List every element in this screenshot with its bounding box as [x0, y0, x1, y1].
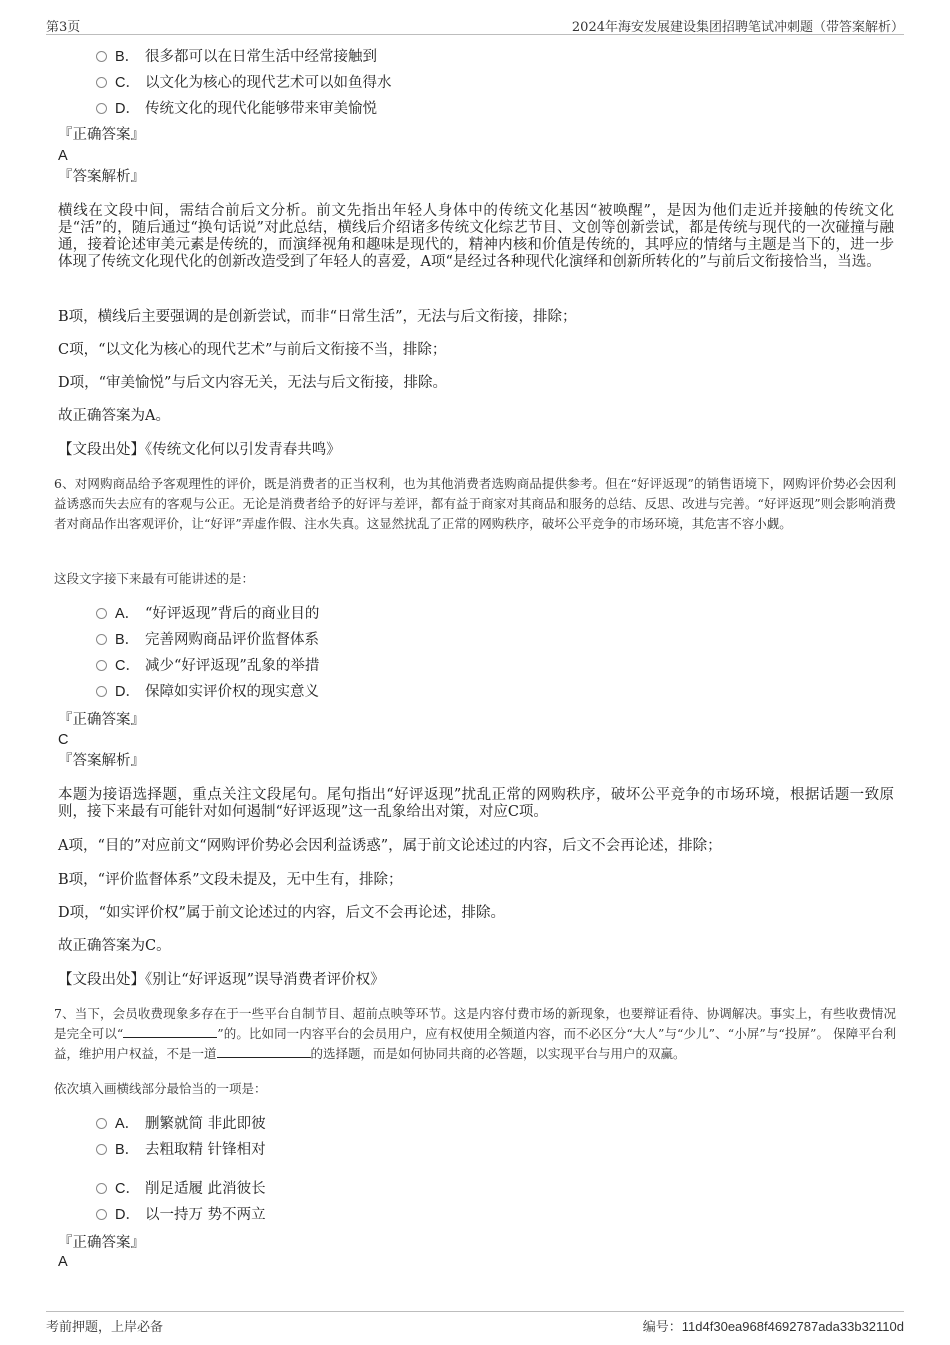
radio-icon[interactable] — [96, 103, 107, 114]
q5-answer: A — [58, 148, 68, 164]
q5-analysis-main: 横线在文段中间，需结合前后文分析。前文先指出年轻人身体中的传统文化基因“被唤醒”，是因为他们走近并接触的传统文化是“活”的，随后通过“换句话说”对此总结，横线后介绍诸多传统文化综艺节目、文创等创新尝试，都是传统与现代的一次碰撞与融通，接着论述审美元素是传统的，而演绎视角和趣味是现代的，精神内核和价值是传统的，其呼应的情绪与主题是当下的，进一步体现了传统文化现代化的创新改造受到了年轻人的喜爱，A项“是经过各种现代化演绎和创新所转化的”与前后文衔接恰当，当选。 — [58, 203, 894, 270]
q6-option-d[interactable]: D． 保障如实评价权的现实意义 — [96, 682, 319, 702]
q6-analysis-d: D项，“如实评价权”属于前文论述过的内容，后文不会再论述，排除。 — [58, 905, 505, 921]
q6-option-a[interactable]: A． “好评返现”背后的商业目的 — [96, 604, 319, 624]
radio-icon[interactable] — [96, 686, 107, 697]
radio-icon[interactable] — [96, 1118, 107, 1129]
q6-conclusion: 故正确答案为C。 — [58, 938, 171, 954]
q5-source: 【文段出处】《传统文化何以引发青春共鸣》 — [58, 442, 341, 458]
q7-option-a[interactable]: A． 删繁就简 非此即彼 — [96, 1114, 266, 1134]
q7-prompt: 依次填入画横线部分最恰当的一项是： — [54, 1081, 267, 1096]
radio-icon[interactable] — [96, 660, 107, 671]
radio-icon[interactable] — [96, 51, 107, 62]
q7-answer-label: 『正确答案』 — [58, 1235, 145, 1251]
q5-option-b[interactable]: B． 很多都可以在日常生活中经常接触到 — [96, 47, 377, 67]
q5-option-c[interactable]: C． 以文化为核心的现代艺术可以如鱼得水 — [96, 73, 392, 93]
q6-analysis-label: 『答案解析』 — [58, 753, 145, 769]
page-header — [46, 14, 904, 35]
document-id: 编号：11d4f30ea968f4692787ada33b32110d — [642, 1319, 904, 1335]
q5-answer-label: 『正确答案』 — [58, 127, 145, 143]
radio-icon[interactable] — [96, 77, 107, 88]
footer-slogan: 考前押题，上岸必备 — [46, 1320, 164, 1335]
q6-source: 【文段出处】《别让“好评返现”误导消费者评价权》 — [58, 972, 385, 988]
q5-analysis-c: C项，“以文化为核心的现代艺术”与前后文衔接不当，排除； — [58, 342, 447, 358]
fill-blank-2 — [217, 1045, 311, 1058]
q7-answer: A — [58, 1254, 68, 1270]
q6-analysis-b: B项，“评价监督体系”文段未提及，无中生有，排除； — [58, 872, 403, 888]
radio-icon[interactable] — [96, 1183, 107, 1194]
q6-prompt: 这段文字接下来最有可能讲述的是： — [54, 571, 255, 586]
q5-option-d[interactable]: D． 传统文化的现代化能够带来审美愉悦 — [96, 99, 377, 119]
radio-icon[interactable] — [96, 634, 107, 645]
q5-analysis-b: B项，横线后主要强调的是创新尝试，而非“日常生活”，无法与后文衔接，排除； — [58, 309, 577, 325]
page-number: 第3页 — [46, 20, 81, 35]
q7-option-d[interactable]: D． 以一持万 势不两立 — [96, 1205, 266, 1225]
q5-conclusion: 故正确答案为A。 — [58, 408, 170, 424]
q7-option-c[interactable]: C． 削足适履 此消彼长 — [96, 1179, 266, 1199]
page-footer — [46, 1311, 904, 1335]
q6-option-c[interactable]: C． 减少“好评返现”乱象的举措 — [96, 656, 319, 676]
radio-icon[interactable] — [96, 1144, 107, 1155]
document-title: 2024年海安发展建设集团招聘笔试冲刺题（带答案解析） — [571, 20, 904, 35]
radio-icon[interactable] — [96, 1209, 107, 1220]
q6-analysis-main: 本题为接语选择题，重点关注文段尾句。尾句指出“好评返现”扰乱正常的网购秩序，破坏公平竞争的市场环境，根据话题一致原则，接下来最有可能针对如何遏制“好评返现”这一乱象给出对策，对应C项。 — [58, 787, 894, 820]
q7-stem: 7、当下，会员收费现象多存在于一些平台自制节目、超前点映等环节。这是内容付费市场的新现象，也要辩证看待、协调解决。事实上，有些收费情况是完全可以“ ”的。比如同一内容平台的会员用户，应有权使用全频道内容，而不必区分“大人”与“少儿”、“小屏”与“投屏”。 保障平台利益，维护用户权益，不是一道 的选择题，而是如何协同共商的必答题，以实现平台与用户的双赢。 — [54, 1006, 896, 1061]
q5-analysis-label: 『答案解析』 — [58, 169, 145, 185]
q5-analysis-d: D项，“审美愉悦”与后文内容无关，无法与后文衔接，排除。 — [58, 375, 447, 391]
q6-analysis-a: A项，“目的”对应前文“网购评价势必会因利益诱惑”，属于前文论述过的内容，后文不会再论述，排除； — [58, 838, 722, 854]
q6-stem: 6、对网购商品给予客观理性的评价，既是消费者的正当权利，也为其他消费者选购商品提供参考。但在“好评返现”的销售语境下，网购评价势必会因利益诱惑而失去应有的客观与公正。无论是消费者给予的好评与差评，都有益于商家对其商品和服务的总结、反思、改进与完善。“好评返现”则会影响消费者对商品作出客观评价，让“好评”弄虚作假、注水失真。这显然扰乱了正常的网购秩序，破坏公平竞争的市场环境，其危害不容小觑。 — [54, 476, 896, 531]
q6-option-b[interactable]: B． 完善网购商品评价监督体系 — [96, 630, 319, 650]
fill-blank-1 — [123, 1025, 217, 1038]
radio-icon[interactable] — [96, 608, 107, 619]
q6-answer-label: 『正确答案』 — [58, 712, 145, 728]
q7-option-b[interactable]: B． 去粗取精 针锋相对 — [96, 1140, 266, 1160]
q6-answer: C — [58, 732, 69, 748]
